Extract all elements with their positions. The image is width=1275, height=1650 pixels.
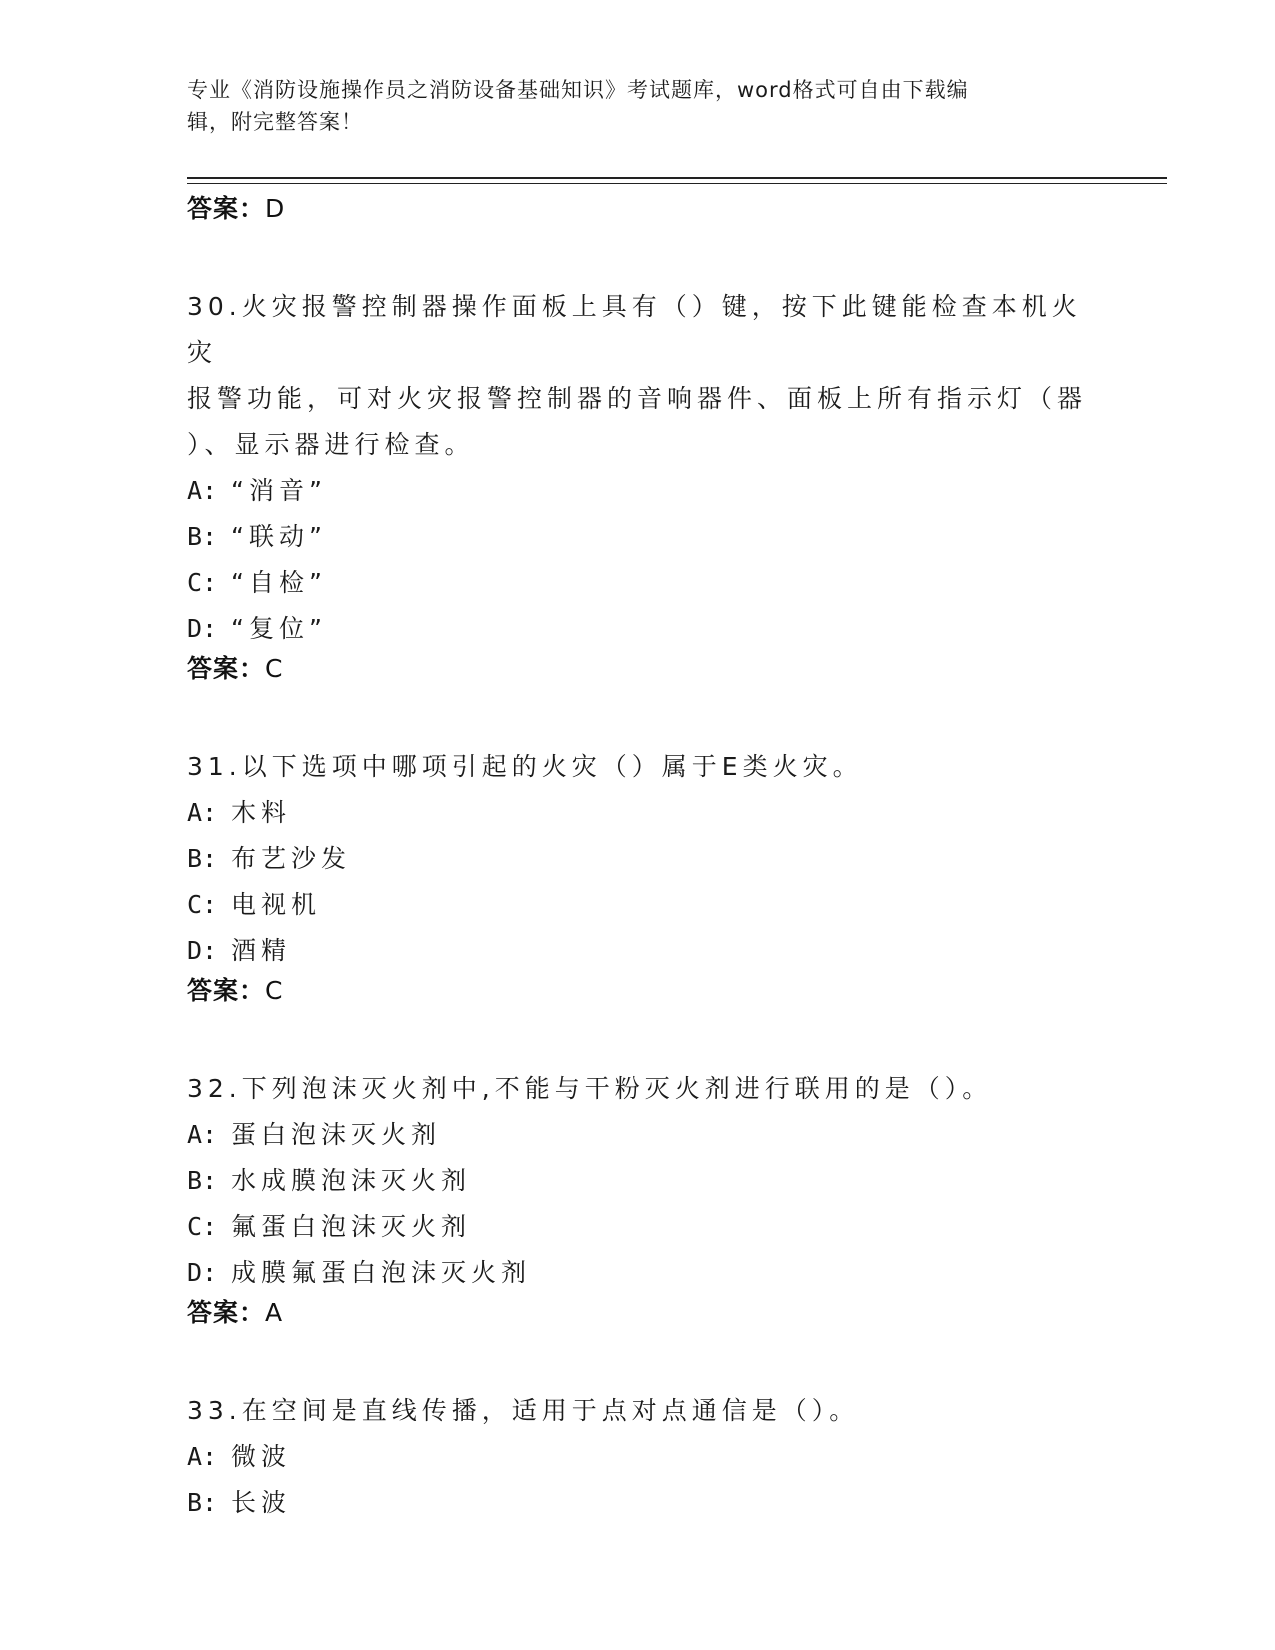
option-text: “消音”	[231, 476, 327, 505]
option-text: 电视机	[231, 890, 322, 919]
spacer	[187, 698, 1087, 744]
answer-label: 答案：	[187, 654, 266, 683]
option-letter: B:	[187, 1166, 218, 1195]
answer-label: 答案：	[187, 976, 266, 1005]
answer-line	[187, 192, 1087, 238]
option-letter: C:	[187, 568, 218, 597]
option-text: 布艺沙发	[231, 844, 352, 873]
option-text: “复位”	[231, 614, 327, 643]
question-block	[187, 744, 1087, 1020]
answer-value: D	[265, 194, 286, 223]
option-c	[187, 1204, 1087, 1250]
question-text	[187, 1388, 1087, 1434]
option-text: 长波	[231, 1488, 292, 1517]
option-text: “自检”	[231, 568, 327, 597]
option-b	[187, 514, 1087, 560]
option-d	[187, 928, 1087, 974]
question-text	[187, 1066, 1087, 1112]
option-text: 成膜氟蛋白泡沫灭火剂	[231, 1258, 532, 1287]
option-letter: C:	[187, 890, 218, 919]
question-text	[187, 284, 1087, 376]
option-d	[187, 1250, 1087, 1296]
option-a	[187, 790, 1087, 836]
question-list	[187, 192, 1087, 1526]
header-divider	[187, 177, 1167, 184]
option-letter: A:	[187, 798, 218, 827]
option-letter: A:	[187, 476, 218, 505]
option-c	[187, 882, 1087, 928]
question-line: 在空间是直线传播，适用于点对点通信是（）。	[241, 1396, 860, 1425]
spacer	[187, 238, 1087, 284]
option-letter: B:	[187, 522, 218, 551]
answer-value: C	[265, 654, 284, 683]
option-a	[187, 1434, 1087, 1480]
question-block	[187, 284, 1087, 698]
question-line: 以下选项中哪项引起的火灾（）属于E类火灾。	[241, 752, 863, 781]
option-c	[187, 560, 1087, 606]
question-line: ）、显示器进行检查。	[187, 430, 475, 459]
spacer	[187, 1342, 1087, 1388]
option-letter: B:	[187, 1488, 218, 1517]
option-letter: B:	[187, 844, 218, 873]
option-text: “联动”	[231, 522, 327, 551]
question-block	[187, 1388, 1087, 1526]
option-text: 蛋白泡沫灭火剂	[231, 1120, 442, 1149]
spacer	[187, 1020, 1087, 1066]
option-text: 水成膜泡沫灭火剂	[231, 1166, 472, 1195]
option-a	[187, 1112, 1087, 1158]
option-text: 酒精	[231, 936, 292, 965]
option-text: 木料	[231, 798, 292, 827]
option-d	[187, 606, 1087, 652]
answer-value: C	[265, 976, 284, 1005]
option-letter: A:	[187, 1120, 218, 1149]
question-number: 33.	[187, 1396, 242, 1425]
option-letter: D:	[187, 936, 218, 965]
header-line-1: 专业《消防设施操作员之消防设备基础知识》考试题库，word格式可自由下载编	[187, 78, 969, 102]
option-letter: C:	[187, 1212, 218, 1241]
question-line: 下列泡沫灭火剂中,不能与干粉灭火剂进行联用的是（）。	[241, 1074, 993, 1103]
answer-label: 答案：	[187, 194, 266, 223]
question-line: 报警功能，可对火灾报警控制器的音响器件、面板上所有指示灯（器	[187, 384, 1088, 413]
answer-value: A	[265, 1298, 284, 1327]
question-number: 30.	[187, 292, 242, 321]
question-block	[187, 1066, 1087, 1342]
answer-line	[187, 652, 1087, 698]
option-text: 氟蛋白泡沫灭火剂	[231, 1212, 472, 1241]
header-line-2: 辑，附完整答案！	[187, 110, 363, 134]
option-text: 微波	[231, 1442, 292, 1471]
option-b	[187, 1480, 1087, 1526]
option-letter: A:	[187, 1442, 218, 1471]
question-text	[187, 744, 1087, 790]
answer-line	[187, 974, 1087, 1020]
page-header	[187, 74, 1067, 138]
answer-label: 答案：	[187, 1298, 266, 1327]
answer-line	[187, 1296, 1087, 1342]
option-b	[187, 1158, 1087, 1204]
option-a	[187, 468, 1087, 514]
question-number: 32.	[187, 1074, 242, 1103]
option-b	[187, 836, 1087, 882]
option-letter: D:	[187, 614, 218, 643]
option-letter: D:	[187, 1258, 218, 1287]
question-line: 火灾报警控制器操作面板上具有（）键，按下此键能检查本机火灾	[187, 292, 1082, 367]
question-number: 31.	[187, 752, 242, 781]
